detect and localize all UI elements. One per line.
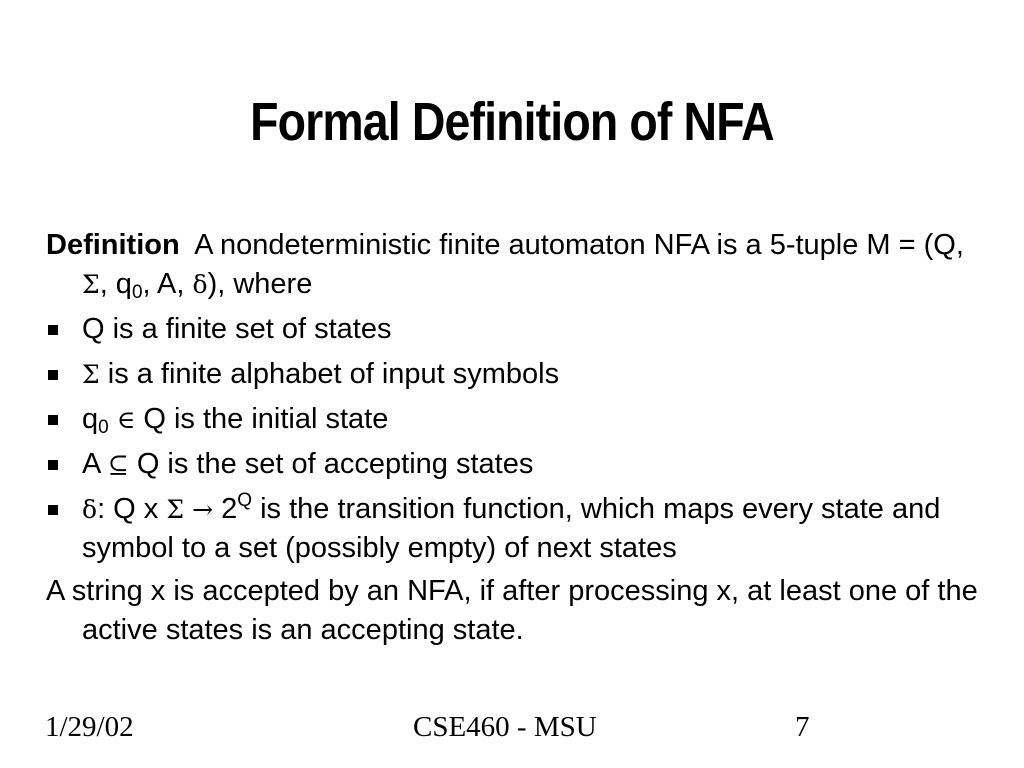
definition-q: , q: [99, 268, 132, 300]
bullet-part: : Q x: [97, 493, 167, 525]
power-superscript: Q: [237, 490, 253, 511]
power-base: 2: [213, 493, 238, 525]
definition-intro: A nondeterministic finite automaton NFA is a 5-tuple M = (Q,: [194, 229, 964, 261]
element-of-symbol: ∈: [116, 405, 136, 434]
delta-symbol: δ: [192, 270, 208, 299]
bullet-text: Q is the set of accepting states: [128, 448, 534, 480]
square-bullet-icon: [48, 325, 58, 335]
definition-bullet-list: [46, 310, 991, 568]
bullet-text: is the transition function, which maps every state and symbol to a set (possibly empty) of next states: [82, 493, 941, 564]
definition-after-q: , A,: [142, 268, 185, 300]
definition-label: Definition: [46, 229, 180, 261]
slide-title: Formal Definition of NFA: [250, 92, 774, 152]
footer-course: CSE460 - MSU: [413, 711, 597, 743]
list-item: [46, 310, 991, 349]
sigma-symbol: Σ: [82, 360, 100, 389]
list-item: [46, 490, 991, 568]
arrow-symbol: →: [192, 495, 214, 524]
bullet-q: q: [82, 403, 99, 435]
slide-body: [46, 226, 991, 650]
footer-page-number: 7: [795, 711, 810, 743]
bullet-q-subscript: 0: [98, 417, 109, 438]
definition-q-subscript: 0: [131, 282, 143, 303]
definition-paragraph: [46, 226, 991, 304]
delta-symbol: δ: [82, 495, 98, 524]
square-bullet-icon: [48, 415, 58, 425]
list-item: [46, 445, 991, 484]
bullet-a: A: [82, 448, 108, 480]
closing-paragraph: A string x is accepted by an NFA, if after processing x, at least one of the active states is an accepting state.: [46, 575, 978, 646]
list-item: [46, 400, 991, 439]
bullet-text: Q is the initial state: [135, 403, 389, 435]
square-bullet-icon: [48, 370, 58, 380]
footer-date: 1/29/02: [45, 711, 134, 743]
sigma-symbol: Σ: [82, 270, 100, 299]
definition-end: ), where: [207, 268, 313, 300]
sigma-symbol: Σ: [166, 495, 185, 524]
subset-symbol: ⊆: [107, 450, 129, 479]
list-item: [46, 355, 991, 394]
square-bullet-icon: [48, 505, 58, 515]
bullet-text: Q is a finite set of states: [82, 313, 392, 345]
bullet-text: is a finite alphabet of input symbols: [99, 358, 560, 390]
square-bullet-icon: [48, 460, 58, 470]
